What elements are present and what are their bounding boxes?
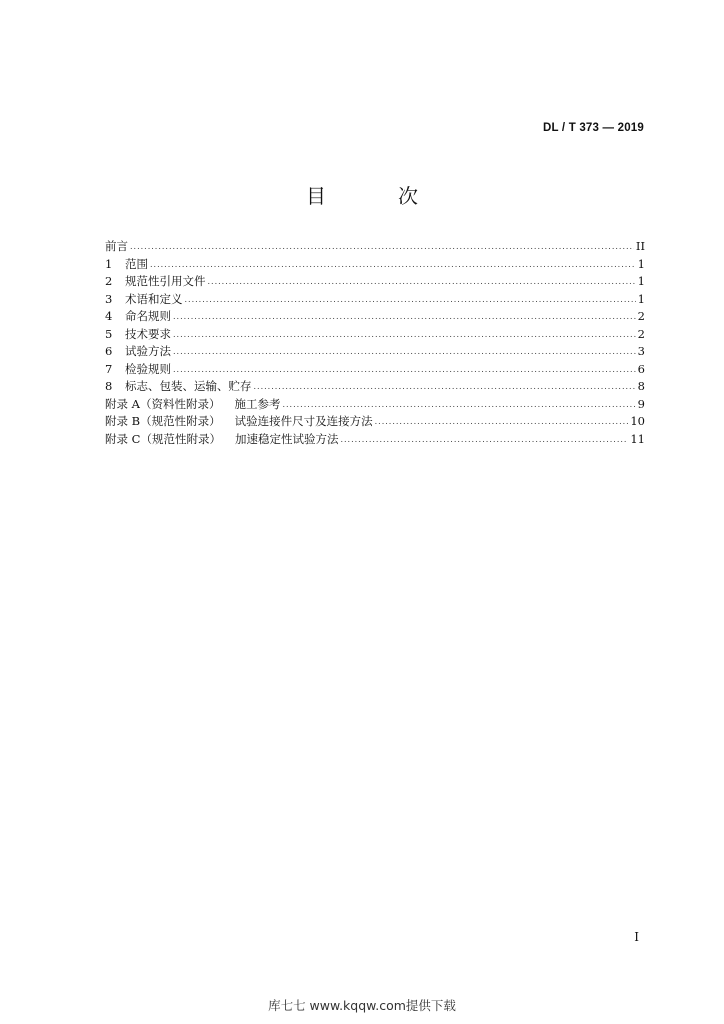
toc-entry-qualifier: 施工参考 [234, 396, 281, 411]
toc-entry-number: 4 [105, 309, 113, 323]
toc-entry-number: 1 [105, 256, 113, 271]
toc-entry-label: 检验规则 [125, 361, 171, 376]
toc-leader-dots [208, 273, 636, 291]
toc-leader-dots [173, 361, 636, 379]
toc-entry-page: 11 [630, 431, 645, 446]
toc-entry-number: 2 [105, 274, 113, 288]
toc-leader-dots [254, 378, 636, 396]
toc-leader-dots [150, 256, 636, 274]
toc-entry-page: 10 [630, 414, 645, 428]
toc-entry-label: 命名规则 [125, 309, 171, 323]
toc-entry-qualifier: 加速稳定性试验方法 [234, 431, 339, 446]
toc-entry-foreword[interactable] [105, 238, 645, 256]
toc-entry-number: 5 [105, 326, 113, 341]
toc-entry-label: 范围 [125, 256, 148, 271]
toc-entry-appendix-a[interactable] [105, 396, 645, 414]
standard-code-header: DL / T 373 — 2019 [543, 122, 644, 134]
toc-entry-appendix-c[interactable] [105, 431, 645, 449]
toc-leader-dots [185, 291, 636, 309]
toc-title: 目 次 [306, 184, 444, 208]
toc-entry-appendix-b[interactable] [105, 413, 645, 431]
toc-entry-page: 8 [637, 379, 645, 393]
toc-leader-dots [173, 343, 636, 361]
toc-leader-dots [282, 396, 635, 414]
toc-entry-page: 1 [637, 256, 645, 271]
toc-entry-label: 试验方法 [125, 344, 171, 358]
toc-entry-page: 1 [637, 274, 645, 288]
toc-entry-naming-rules[interactable] [105, 308, 645, 326]
toc-entry-terms-definitions[interactable] [105, 291, 645, 309]
toc-entry-inspection-rules[interactable] [105, 361, 645, 379]
toc-entry-technical-requirements[interactable] [105, 326, 645, 344]
toc-entry-page: 1 [637, 291, 645, 306]
toc-entry-label: 附录 C（规范性附录） [105, 431, 221, 446]
toc-entry-label: 规范性引用文件 [125, 274, 206, 288]
toc-entry-label: 附录 A（资料性附录） [105, 396, 221, 411]
toc-entry-label: 标志、包装、运输、贮存 [125, 379, 252, 393]
toc-leader-dots [340, 431, 628, 449]
download-watermark: 库七七 www.kqqw.com提供下载 [268, 998, 456, 1013]
toc-entry-marking-packaging[interactable] [105, 378, 645, 396]
toc-entry-number: 8 [105, 379, 113, 393]
toc-leader-dots [130, 238, 634, 256]
toc-entry-page: 2 [637, 309, 645, 323]
toc-leader-dots [375, 413, 629, 431]
toc-entry-label: 技术要求 [125, 326, 171, 341]
toc-entry-page: 3 [637, 344, 645, 358]
toc-entry-page: II [635, 239, 645, 253]
toc-entry-label: 前言 [105, 239, 128, 253]
toc-entry-qualifier: 试验连接件尺寸及连接方法 [234, 414, 373, 428]
toc-entry-scope[interactable] [105, 256, 645, 274]
toc-entry-normative-references[interactable] [105, 273, 645, 291]
toc-entry-label: 附录 B（规范性附录） [105, 414, 221, 428]
toc-entry-page: 9 [637, 396, 645, 411]
toc-entry-page: 2 [637, 326, 645, 341]
page-number: I [634, 930, 639, 944]
toc-entry-number: 3 [105, 291, 113, 306]
toc-entry-number: 7 [105, 361, 113, 376]
toc-entry-page: 6 [637, 361, 645, 376]
toc-leader-dots [173, 308, 636, 326]
toc-list [105, 238, 645, 448]
toc-entry-number: 6 [105, 344, 113, 358]
toc-entry-test-methods[interactable] [105, 343, 645, 361]
toc-leader-dots [173, 326, 636, 344]
toc-entry-label: 术语和定义 [125, 291, 183, 306]
